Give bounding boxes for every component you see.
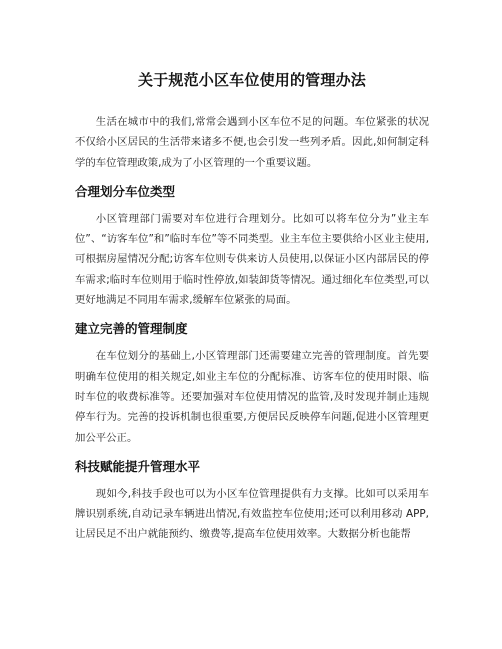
section-heading-technology: 科技赋能提升管理水平: [75, 458, 201, 474]
section-body-management-system: 在车位划分的基础上,小区管理部门还需要建立完善的管理制度。首先要明确车位使用的相关规定,如业主车位的分配标准、访客车位的使用时限、临时车位的收费标准等。还要加强对车位使用情况的监管,及时发现并制止违规停车行为。完善的投诉机制也很重要,方便居民反映停车问题,促进小区管理更加公平公正。: [75, 350, 429, 444]
section-heading-parking-types: 合理划分车位类型: [75, 183, 176, 199]
intro-paragraph: 生活在城市中的我们,常常会遇到小区车位不足的问题。车位紧张的状况不仅给小区居民的生活带来诸多不便,也会引发一些列矛盾。因此,如何制定科学的车位管理政策,成为了小区管理的一个重要议题。: [75, 116, 429, 169]
section-body-technology: 现如今,科技手段也可以为小区车位管理提供有力支撑。比如可以采用车牌识别系统,自动记录车辆进出情况,有效监控车位使用;还可以利用移动 APP,让居民足不出户就能预约、缴费等,提高车位使用效率。大数据分析也能帮: [75, 487, 429, 541]
document-title: 关于规范小区车位使用的管理办法: [137, 71, 366, 89]
section-body-parking-types: 小区管理部门需要对车位进行合理划分。比如可以将车位分为”业主车位”、“访客车位”和”临时车位”等不同类型。业主车位主要供给小区业主使用,可根据房屋情况分配;访客车位则专供来访人员使用,以保证小区内部居民的停车需求;临时车位则用于临时性停放,如装卸货等情况。通过细化车位类型,可以更好地满足不同用车需求,缓解车位紧张的局面。: [75, 212, 429, 307]
section-heading-management-system: 建立完善的管理制度: [75, 321, 188, 337]
